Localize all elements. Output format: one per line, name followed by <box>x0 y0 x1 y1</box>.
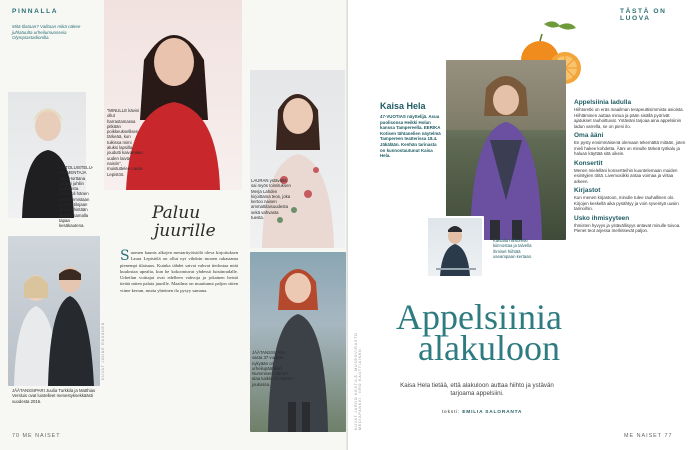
column-heading: Kirjastot <box>574 187 601 194</box>
caption-red-hair: JÄÄTANSSIJANA vasta 37 vuotias nykyään on urheilupäällikkö Nummisen. Hänen alaa kaikki on nuorten joukossa. <box>252 350 294 387</box>
profile-description: 47-VUOTIAS näyttelijä. Asuu puolisonsa Heikki Holan kanssa Tampereella. EERIKA Kotisen tähtanelien näytelmä Tampereen teatterissa 18.4. Jäkälään. Kenhän tarinasta on kunnostautunut Kaisa Hela. <box>380 114 441 159</box>
profile-name-block <box>380 101 442 159</box>
caption-laura: ”MINULLE kävisi ollut harrastamassa pitkään poikkeuksellisen tärkeää, kun tuikissa mimi aluksi lapsilla, joudutti kaivamaan uuden laivta naisiin”, muistuttelee Laura Lepistöö. <box>107 108 143 177</box>
caption-floral: LAURAN ystävältä sai myös toimituksen Merja Lahden kirjoittama teos, joka kertoo naisen ammattilaisuudesta sekä vahvasta tuesta. <box>251 178 291 221</box>
column-text: Menen mielelläni konsertteihin kuuntelemaan muiden esiintyjien töitä. Livemusiikki antaa voimaa ja virtaa arkeen. <box>574 167 678 184</box>
section-label-left: PINNALLA <box>12 8 59 15</box>
column-text: En pysty ensimmäisenä olemaan tekemättä mitään, joten mieli hakee kohdetta. Ääni on minulle tärkeä työkalu ja haluan käyttää sitä oikein. <box>574 140 686 156</box>
caption-ski-inset: Kaisalla hiihtoretki kiinnostaa ja talvella ihmiset hiihtää useampaan kertaan. <box>493 238 533 259</box>
title-line-2: alakuloon <box>418 328 560 368</box>
column-text: Ihmisten hyvyys ja ystävällisyys antavat minulle toivoa. Pienet teot arjessa merkitsevät paljon. <box>574 222 681 233</box>
photo-kaisa-hela <box>446 60 566 240</box>
byline <box>442 410 522 415</box>
column-text: Kun menen kirjastoon, minulle tulee rauhallinen olo. Kirjojen keskellä aika pysähtyy ja voin syventyä uusiin tarinoihin. <box>574 195 679 211</box>
folio-left: 70 ME NAISET <box>12 433 61 439</box>
column-text: Hiihtoretki on eräs maailman terapeuttisimmista asioista. Hiihtäminen auttaa minua ja pään sisällä pyörivät ajatukset rauhoittuvat. Ystäväni tarjoaa aina appelsiinin ladun varrella, se on pieni ilo. <box>574 107 684 129</box>
photo-woman-red-hair <box>250 252 346 432</box>
photo-ski-inset <box>426 216 484 278</box>
caption-couple: JÄÄTANSSIPARI Juulia Turkkila ja Matthias Versluis ovat luistelleet menestyksekkäästi vuodesta 2016. <box>12 388 96 404</box>
subtitle-line-1: Paluu <box>152 203 201 223</box>
column-section-3 <box>574 160 688 185</box>
column-section-1 <box>574 99 688 129</box>
dropcap: S <box>120 248 130 264</box>
photo-ice-dance-couple <box>8 236 100 386</box>
sidebar-columns <box>574 96 688 234</box>
title-line-1: Appelsiinia <box>396 297 562 337</box>
photo-credit-right: KUVAT JARNO KESTILÄ, MUSEOVIRASTO MEDIAPANKKI, IIRO KAUTTIAINEN <box>354 332 362 430</box>
article-body <box>120 250 238 426</box>
column-heading: Appelsiinia ladulla <box>574 99 632 106</box>
profile-name: Kaisa Hela <box>380 101 426 111</box>
photo-woman-floral <box>250 70 345 248</box>
column-heading: Usko ihmisyyteen <box>574 214 630 222</box>
column-section-5 <box>574 215 688 234</box>
column-section-2 <box>574 132 688 157</box>
intro-text: Mitä tilataan? Valitaan mikä näkee juhlatuulta urheilumuosseia Olympiastadionilla. <box>12 24 81 41</box>
column-heading: Konsertit <box>574 159 603 167</box>
section-label-right: TÄSTÄ ON LUOVA <box>620 8 667 22</box>
photo-credit-left: KUVAT JONNE RÄSÄNEN <box>101 321 105 380</box>
column-section-4 <box>574 187 688 212</box>
caption-coach: TAITOLUISTELU-VALMENTAJA Virpi Horttana saapui juhliin jäähallista. Laura oli hänen vanhemmistaan ja koko tilojaan oli ja vähintään viidellä samalla tapaa kesäkautena. <box>59 165 94 229</box>
byline-label: teksti: <box>442 410 461 415</box>
subtitle-line-2: juurille <box>154 221 216 241</box>
byline-name: EMILIA SALORANTA <box>462 410 523 415</box>
article-deck: Kaisa Hela tietää, että alakuloon auttaa hiihto ja ystävän tarjoama appelsiini. <box>400 382 554 398</box>
column-heading: Oma ääni <box>574 132 604 139</box>
article-subtitle <box>152 204 216 240</box>
article-title <box>396 297 562 368</box>
article-body-text: uomen kaunis alkojen mestarityöistölä oleva kirjoituksen Laura Lepistölä on ollut nyt vihdoin monen rakastama pienempi tilaisuus. Kuinka tähdet saivat vahvat tiedostaa mitä kuulostaa upealta, kun he kokoontuvat yhdessä luistinradalle. Urheilun voittajat ovat edelleen vahvoja ja jokainen heistä tietää miten palata juurille. Maailma on muuttunut paljon sitten viime kerran, mutta yhteinen ilo pysyy samana. <box>120 250 238 293</box>
folio-right: ME NAISET 77 <box>624 433 673 439</box>
